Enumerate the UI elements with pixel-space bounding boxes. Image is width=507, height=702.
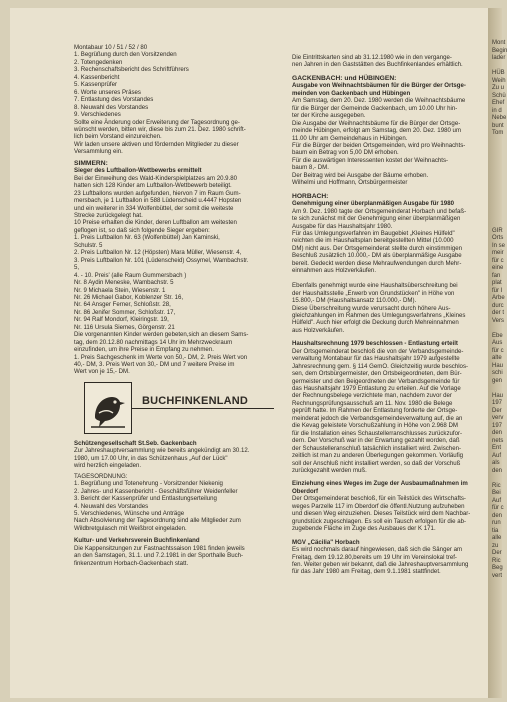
- text-line: 40,- DM, 3. Preis Wert von 30,- DM und 7 weitere Preise im: [74, 361, 235, 369]
- kultur-title: Kultur- und Verkehrsverein Buchfinkenland: [74, 537, 200, 545]
- buchfinkenland-logo: [74, 382, 276, 434]
- hh-title: Haushaltsrechnung 1979 beschlossen - Entlastung erteilt: [292, 340, 458, 348]
- cut-line: bunt: [492, 122, 504, 129]
- text-line: Ebenfalls genehmigt wurde eine Haushaltsüberschreitung bei: [292, 282, 458, 290]
- gh-title: GACKENBACH: und HÜBINGEN:: [292, 74, 397, 82]
- cut-line: verv: [492, 415, 504, 421]
- text-line: 1980, um 17.00 Uhr, in das Schützenhaus „Auf der Lück": [74, 454, 228, 462]
- schuetzen-title: Schützengesellschaft St.Seb. Gackenbach: [74, 439, 197, 447]
- cut-line: fan: [492, 272, 501, 279]
- cut-line: [492, 145, 504, 153]
- text-line: Nr. 86 Jenifer Sommer, Schloßstr. 17,: [74, 308, 176, 316]
- agenda-item: 3. Rechenschaftsbericht des Schriftführers: [74, 66, 189, 74]
- cut-line: Auf: [492, 497, 502, 504]
- logo-name: BUCHFINKENLAND: [142, 394, 249, 407]
- simmern-title: SIMMERN:: [74, 159, 108, 167]
- text-line: 15.800,- DM (Haushaltsansatz 110.000,- DM).: [292, 297, 417, 305]
- agenda-item: 3. Bericht der Kassenprüfer und Entlastungserteilung: [74, 495, 217, 503]
- agenda-item: 2. Totengedenken: [74, 58, 123, 66]
- cut-line: lader: [492, 55, 506, 61]
- text-line: Für die auswärtigen Interessenten kostet der Weihnachts-: [292, 156, 449, 164]
- text-line: Zur Jahreshauptversammlung wie bereits angekündigt am 30.12.: [74, 447, 250, 455]
- cut-line: Der: [492, 550, 502, 556]
- text-line: Die Ausgabe der Weihnachtsbäume für die Bürger der Ortsge-: [292, 119, 461, 127]
- text-line: das Haushaltsjahr 1979 Entlastung zu erteilen. Auf die Vorlage: [292, 385, 461, 393]
- text-line: Jahresrechnung gem. § 114 GemO. Gleichzeitig wurde beschlos-: [292, 362, 469, 370]
- cut-line: Begin: [492, 47, 507, 54]
- agenda-item: 2. Jahres- und Kassenbericht - Geschäftsführer Weidenfeller: [74, 487, 238, 495]
- text-line: 5,: [74, 264, 80, 272]
- agenda-item: 1. Begrüßung durch den Vorsitzenden: [74, 51, 177, 59]
- cut-line: Orts: [492, 235, 504, 241]
- text-line: Nr. 9 Michaela Stein, Wiesenstr. 1: [74, 286, 166, 294]
- intro-text: [292, 54, 488, 69]
- gh-text: [292, 97, 488, 186]
- text-line: die Kevag geleistete Vorschußzahlung in Höhe von 2.968 DM: [292, 422, 458, 430]
- agenda-note: [74, 119, 276, 156]
- text-line: 10 Preise erhalten die Kinder, deren Luftballon am weitesten: [74, 219, 237, 227]
- text-line: Es wird nochmals darauf hingewiesen, daß sich die Sänger am: [292, 546, 463, 554]
- text-line: Wert von je 15,- DM.: [74, 368, 130, 376]
- agenda-item: 5. Verschiedenes, Wünsche und Anträge: [74, 510, 185, 518]
- cut-line: den: [492, 512, 503, 519]
- text-line: 11.00 Uhr am Gemeindehaus in Hübingen.: [292, 134, 408, 142]
- subtitle-line: Einziehung eines Weges im Zuge der Ausbaumaßnahmen im: [292, 480, 468, 488]
- cut-line: Bei: [492, 490, 501, 496]
- text-line: Die Kappensitzungen zur Fastnachtssaison 1981 finden jeweils: [74, 544, 245, 552]
- simmern-text: [74, 175, 276, 376]
- text-line: Versammlung ein.: [74, 148, 123, 156]
- text-line: Am 9. Dez. 1980 tagte der Ortsgemeinderat Horbach und befaß-: [292, 207, 467, 215]
- cut-line: [492, 168, 504, 176]
- horbach-subtitle: [292, 200, 488, 207]
- cut-line: [492, 205, 504, 213]
- text-line: einzufinden, um ihre Preise in Empfang zu nehmen.: [74, 346, 214, 354]
- subtitle-line: meinden von Gackenbach und Hübingen: [292, 89, 411, 97]
- agenda-item: Wildbretgulasch mit Weißbrot eingeladen.: [74, 524, 187, 532]
- cut-line: GIR: [492, 227, 503, 234]
- hh-text: [292, 348, 488, 475]
- text-line: 1. Preis Sachgeschenk im Werte von 50,- DM, 2. Preis Wert von: [74, 353, 248, 361]
- agenda-item: 7. Entlastung des Vorstandes: [74, 96, 154, 104]
- cut-line: Aus: [492, 340, 503, 346]
- text-line: Ausgabe für das Haushaltsjahr 1980.: [292, 222, 393, 230]
- cut-line: 197: [492, 400, 503, 406]
- horbach-title: HORBACH:: [292, 192, 329, 200]
- cut-line: [492, 213, 504, 221]
- cut-line: [492, 475, 504, 483]
- cut-line: In se: [492, 242, 506, 249]
- text-line: Der Beitrag wird bei Ausgabe der Bäume erhoben.: [292, 171, 429, 179]
- text-line: 1. Preis Luftballon Nr. 63 (Wolfenbüttel) Jan Kaminski,: [74, 234, 220, 242]
- cut-line: durc: [492, 302, 504, 309]
- text-line: der Haushaltsstelle „Erwerb von Grundstücken" in Höhe von: [292, 289, 455, 297]
- text-line: wünscht werden, bitten wir, diese bis zum 21. Dez. 1980 schrift-: [74, 125, 246, 133]
- cut-line: nets: [492, 437, 504, 444]
- text-line: weges Parzelle 117 im Oberdorf die öffentl.Nutzung aufzuheben: [292, 502, 465, 510]
- cut-line: Ent: [492, 445, 502, 451]
- text-line: 3. Preis Luftballon Nr. 101 (Lüdenscheid) Ossymel, Wambachstr.: [74, 256, 249, 264]
- cut-line: für c: [492, 257, 504, 264]
- cut-line: alte: [492, 355, 502, 361]
- cut-line: Der: [492, 407, 502, 414]
- text-line: Sollte eine Änderung oder Erweiterung der Tagesordnung ge-: [74, 118, 240, 126]
- cut-line: [492, 385, 504, 393]
- text-line: ter der Kirche ausgegeben.: [292, 112, 366, 120]
- text-line: Die Eintrittskarten sind ab 31.12.1980 wie in den vergange-: [292, 54, 452, 61]
- column-right-cut: [492, 40, 507, 580]
- text-line: Die vorgenannten Kinder werden gebeten,sich an diesem Sams-: [74, 331, 249, 339]
- text-line: Wir laden unsere aktiven und fördernden Mitglieder zu dieser: [74, 140, 239, 148]
- cut-line: schi: [492, 370, 503, 376]
- kultur-text: [74, 545, 276, 567]
- text-line: aus Holzverkäufen.: [292, 326, 345, 334]
- text-line: wird herzlich eingeladen.: [74, 462, 142, 470]
- cut-line: HÜB: [492, 70, 505, 76]
- cut-line: [492, 63, 504, 71]
- text-line: Bei der Einweihung des Wald-Kinderspielplatzes am 20.9.80: [74, 174, 238, 182]
- agenda-item: 9. Verschiedenes: [74, 111, 121, 119]
- horbach-text: [292, 208, 488, 335]
- cut-line: Arbe: [492, 295, 505, 301]
- cut-line: [492, 198, 504, 206]
- cut-line: Nebe: [492, 115, 507, 121]
- agenda-item: 1. Begrüßung und Totenehrung - Vorsitzender Niekenig: [74, 480, 223, 488]
- text-line: 2. Preis Luftballon Nr. 12 (Höpsten) Mara Müller, Wiesenstr. 4,: [74, 249, 242, 257]
- text-line: Der Ortsgemeinderat beschloß, für ein Teilstück des Wirtschafts-: [292, 495, 466, 503]
- cut-line: für c: [492, 505, 504, 511]
- agenda-header: Montabaur 10 / 51 / 52 / 80: [74, 44, 148, 51]
- text-line: Nr. 26 Michael Gabor, Koblenzer Str. 16,: [74, 293, 184, 301]
- cut-line: Weih: [492, 77, 506, 84]
- cut-line: run: [492, 520, 501, 526]
- text-line: 4. - 10. Preis' (alle Raum Gummersbach ): [74, 271, 187, 279]
- cut-line: gen: [492, 377, 503, 384]
- text-line: fen. Weiter geben wir bekannt, daß die Jahreshauptversammlung: [292, 561, 469, 568]
- text-line: Nr. 116 Ursula Siemes, Görgenstr. 21: [74, 323, 175, 331]
- agenda-item: 4. Kassenbericht: [74, 73, 120, 81]
- text-line: zurückgezahlt werden muß.: [292, 467, 367, 475]
- tagesordnung-title: TAGESORDNUNG:: [74, 472, 128, 480]
- text-line: Nr. 8 Aydin Meneske, Wambachstr. 5: [74, 279, 174, 287]
- cut-line: Zu u: [492, 85, 505, 91]
- newspaper-page: [10, 8, 500, 698]
- text-line: dern. Der Vorschuß war in der Erwartung gezahlt worden, daß: [292, 437, 460, 445]
- column-middle: [292, 54, 488, 576]
- text-line: geflogen ist, so daß sich folgende Sieger ergeben:: [74, 226, 210, 234]
- cut-line: [492, 183, 504, 191]
- cut-line: für c: [492, 347, 504, 354]
- cut-line: zu: [492, 542, 499, 549]
- cut-line: Beg: [492, 565, 503, 571]
- schuetzen-text: [74, 447, 276, 469]
- weg-text: [292, 495, 488, 532]
- text-line: Der Ortsgemeinderat beschloß die von der Verbandsgemeinde-: [292, 347, 464, 355]
- text-line: lich beim Vorstand einzureichen.: [74, 133, 162, 141]
- text-line: Am Samstag, dem 20. Dez. 1980 werden die Weihnachtsbäume: [292, 97, 466, 105]
- cut-line: Hau: [492, 362, 504, 369]
- agenda-item: 4. Neuwahl des Vorstandes: [74, 502, 149, 510]
- text-line: hatten sich 128 Kinder am Luftballon-Wettbewerb beteiligt.: [74, 182, 232, 190]
- cut-line: alle: [492, 535, 502, 541]
- text-line: der Schaustelleranschluß tatsächlich installiert wird. Zwischen-: [292, 444, 462, 452]
- text-line: Schulstr. 5: [74, 241, 103, 249]
- cut-line: [492, 138, 504, 146]
- text-line: Nr. 64 Ansger Ferner, Schloßstr. 28,: [74, 301, 171, 309]
- text-line: für die Bürger der Gemeinde Gackenbach, um 10.00 Uhr hin-: [292, 104, 458, 112]
- text-line: Diese Überschreitung wurde verursacht durch höhere Aus-: [292, 304, 451, 312]
- text-line: Hülfeld". Auch hier erfolgt die Deckung durch Mehreinnahmen: [292, 319, 459, 327]
- mgv-text: [292, 546, 488, 576]
- text-line: soll der Anschluß nicht installiert werden, so daß der Vorschuß: [292, 459, 461, 467]
- subtitle-line: Ausgabe von Weihnachtsbäumen für die Bürger der Ortsge-: [292, 82, 466, 90]
- agenda-list: [74, 51, 276, 118]
- cut-line: Schü: [492, 92, 506, 99]
- text-line: Rechnungsprüfungsausschuß am 11. Nov. 1980 die Belege: [292, 399, 453, 407]
- agenda-item: 6. Worte unseres Präses: [74, 88, 141, 96]
- cut-line: Mont: [492, 40, 506, 46]
- text-line: meinde Hübingen, erfolgt am Samstag, dem 20. Dez. 1980 um: [292, 127, 462, 135]
- cut-line: [492, 190, 504, 198]
- text-line: der Rechnungsbelege verzichtete man, nachdem zuvor der: [292, 392, 452, 400]
- text-line: germeister und den Beigeordneten der Verbandsgemeinde für: [292, 377, 460, 385]
- cut-line: eine: [492, 265, 504, 271]
- simmern-subtitle: Sieger des Luftballon-Wettbewerbs ermittelt: [74, 167, 202, 175]
- cut-line: Ehef: [492, 100, 505, 106]
- text-line: gleichzahlungen im Rahmen des Umlegungsverfahrens „Kleines: [292, 311, 466, 319]
- cut-line: Ebe: [492, 332, 503, 339]
- text-line: meinderat jedoch die Verbandsgemeindeverwaltung auf, die an: [292, 414, 463, 422]
- mgv-title: MGV „Cäcilia" Horbach: [292, 538, 360, 546]
- column-left: [74, 44, 276, 567]
- text-line: sen, dem Ortsbürgermeister, den Ortsbeigeordneten, dem Bür-: [292, 370, 462, 378]
- text-line: zeitlich ist man zu anderen Überlegungen gekommen. Vorläufig: [292, 452, 464, 460]
- text-line: [292, 275, 488, 282]
- cut-line: der t: [492, 310, 505, 316]
- cut-line: den: [492, 467, 503, 474]
- cut-line: Tom: [492, 130, 504, 136]
- text-line: Beschluß zusätzlich 10.000,- DM als überplanmäßige Ausgabe: [292, 252, 462, 260]
- cut-line: Vers: [492, 317, 505, 324]
- weg-title: [292, 480, 488, 495]
- logo-rule: [132, 408, 274, 410]
- cut-line: [492, 220, 504, 228]
- text-line: Wilhelmi und Hoffmann, Ortsbürgermeister: [292, 179, 408, 187]
- text-line: 23 Luftballons wurden aufgefunden, hiervon 7 im Raum Gum-: [74, 189, 241, 197]
- cut-line: meir: [492, 250, 504, 256]
- tagesordnung-list: [74, 480, 276, 532]
- text-line: bereit. Gedeckt werden diese Mehraufwendungen durch Mehr-: [292, 259, 462, 267]
- text-line: und ein weiterer in 334 Wolfenbüttel, der somit die weiteste: [74, 204, 234, 212]
- subtitle-line: Oberdorf: [292, 487, 319, 495]
- text-line: und diesen Weg einzuziehen. Dieses Teilstück wird dem Nachbar-: [292, 510, 471, 518]
- text-line: reichten die im Haushaltsplan bereitgestellten Mittel (10.000: [292, 237, 454, 245]
- text-line: mersbach, je 1 Luftballon in 588 Lüdenscheid u.4447 Hopsten: [74, 197, 242, 205]
- cut-line: [492, 153, 504, 161]
- text-line: Strecke zurückgelegt hat.: [74, 211, 143, 219]
- cut-line: vert: [492, 572, 503, 579]
- cut-line: in d: [492, 107, 502, 114]
- text-line: finkenzentrum Horbach-Gackenbach statt.: [74, 559, 189, 567]
- text-line: baum ein Betrag von 5,00 DM erhoben.: [292, 149, 399, 157]
- gh-subtitle: [292, 82, 488, 97]
- text-line: DM) nicht aus. Der Ortsgemeinderat stellte durch einstimmigen: [292, 244, 463, 252]
- cut-line: Ric: [492, 557, 501, 564]
- text-line: für das Jahr 1980 am Freitag, dem 9.1.1981 stattfindet.: [292, 568, 441, 576]
- text-line: verwaltung Montabaur für das Haushaltsjahr 1979 aufgestellte: [292, 355, 460, 363]
- text-line: Für das Umlegungsverfahren im Baugebiet „Kleines Hülfeld": [292, 229, 455, 237]
- cut-line: plat: [492, 280, 502, 286]
- agenda-item: 5. Kassenprüfer: [74, 81, 118, 89]
- text-line: Freitag, dem 19.12.80,bereits um 19 Uhr im Vereinslokal tref-: [292, 553, 457, 561]
- cut-line: Hau: [492, 392, 504, 399]
- text-line: für die Installation eines Schaustellerranschlusses zurückzufor-: [292, 429, 463, 437]
- cut-line: Ric: [492, 482, 501, 489]
- text-line: Nr. 94 Ralf Mondorf, Kleiringstr. 19,: [74, 316, 169, 324]
- text-line: te sich zunächst mit der Genehmigung einer überplanmäßigen: [292, 215, 461, 223]
- text-line: geprüft hatte. Im Rahmen der Entlastung forderte der Ortsge-: [292, 407, 458, 415]
- cut-line: [492, 160, 504, 168]
- text-line: nen Jahren in den Gaststätten des Buchfinkenlandes erhältlich.: [292, 61, 463, 69]
- cut-line: für I: [492, 287, 503, 294]
- text-line: grundstück zugeschlagen. Es soll ein Tausch erfolgen für die ab-: [292, 517, 467, 525]
- agenda-item: 8. Neuwahl des Vorstandes: [74, 103, 149, 111]
- text-line: zugebende Fläche im Zuge des Ausbaues der K 171.: [292, 525, 436, 533]
- text-line: baum 8,- DM.: [292, 164, 329, 172]
- cut-line: tia: [492, 527, 499, 534]
- text-line: einnahmen aus Holzverkäufen.: [292, 267, 377, 275]
- subtitle-line: Genehmigung einer überplanmäßigen Ausgabe für 1980: [292, 200, 454, 208]
- cut-line: als: [492, 460, 500, 466]
- text-line: tag, dem 20.12.80 nachmittags 14 Uhr im Mehrzweckraum: [74, 338, 233, 346]
- finch-bird-icon: [84, 382, 132, 434]
- cut-line: [492, 175, 504, 183]
- agenda-item: Nach Absolvierung der Tagesordnung sind alle Mitglieder zum: [74, 517, 241, 525]
- text-line: an den Samstagen, 31.1. und 7.2.1981 in der Sporthalle Buch-: [74, 552, 244, 560]
- cut-line: den: [492, 430, 503, 436]
- cut-line: [492, 325, 504, 333]
- cut-line: 197: [492, 422, 503, 429]
- cut-line: Auf: [492, 452, 502, 459]
- text-line: Für die Bürger der beiden Ortsgemeinden, wird pro Weihnachts-: [292, 141, 466, 149]
